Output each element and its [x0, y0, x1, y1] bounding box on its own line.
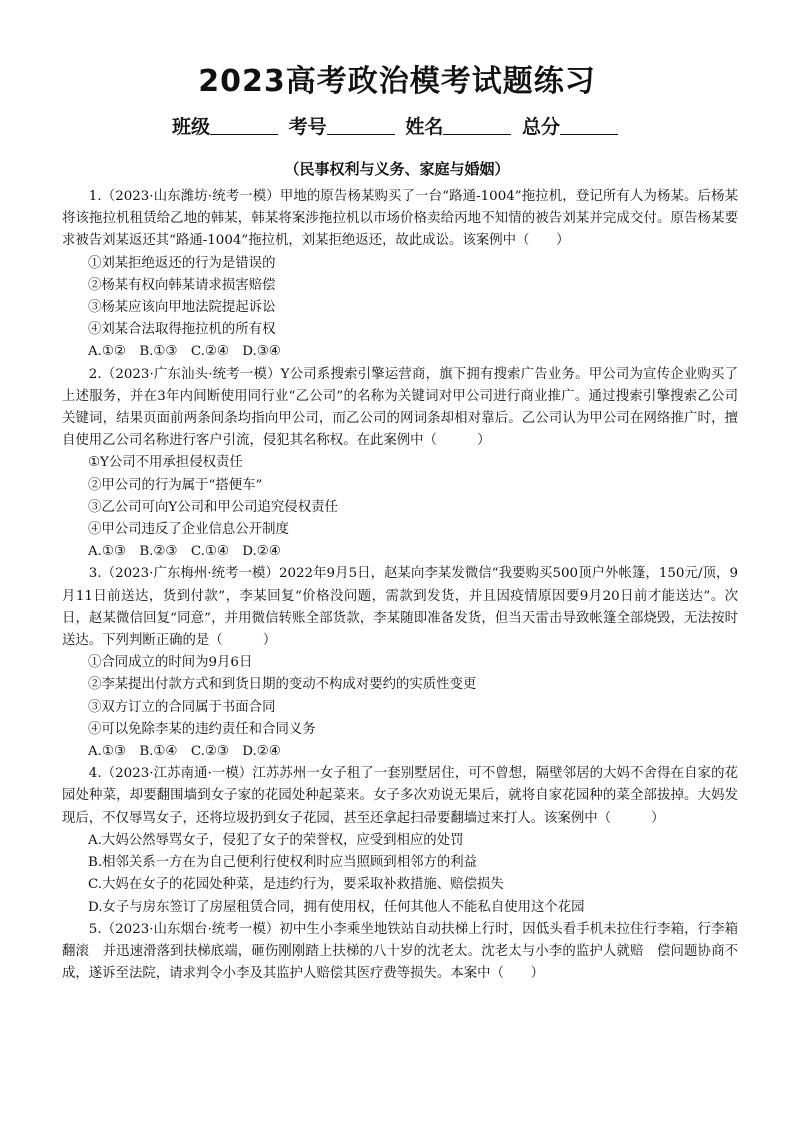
score-label: 总分 [521, 116, 560, 138]
question-option: ④甲公司违反了企业信息公开制度 [88, 522, 289, 538]
question-stem: 2.（2023·广东汕头·统考一模）Y公司系搜索引擎运营商，旗下拥有搜索广告业务。甲公司为宣传企业购买了上述服务，并在3年内间断使用同行业“乙公司”的名称为关键词对甲公司进行商业推广。通过搜索引擎搜索乙公司关键词，结果页面前两条间条均指向甲公司，而乙公司的网词条却相对靠后。乙公司认为甲公司在网络推广时，擅自使用乙公司名称进行客户引流，侵犯其名称权。在此案例中（ ） [62, 366, 738, 449]
question-option: ①合同成立的时间为9月6日 [88, 655, 253, 671]
question-option: A.大妈公然辱骂女子，侵犯了女子的荣誉权，应受到相应的处罚 [88, 832, 464, 848]
score-blank[interactable] [560, 116, 618, 135]
question-1 [62, 186, 738, 364]
class-label: 班级 [172, 116, 211, 138]
question-5 [62, 919, 738, 986]
name-blank[interactable] [443, 116, 511, 135]
student-info-line [0, 114, 794, 140]
question-option: ③乙公司可向Y公司和甲公司追究侵权责任 [88, 499, 338, 515]
question-option: ②杨某有权向韩某请求损害赔偿 [88, 277, 276, 293]
question-option: B.相邻关系一方在为自己便利行使权利时应当照顾到相邻方的利益 [88, 855, 478, 871]
question-option: ②甲公司的行为属于“搭便车” [88, 477, 263, 493]
exam-number-label: 考号 [288, 116, 327, 138]
page-title: 2023高考政治模考试题练习 [198, 64, 596, 99]
question-option: C.大妈在女子的花园处种菜，是违约行为，要采取补救措施、赔偿损失 [88, 877, 504, 893]
question-option: ③杨某应该向甲地法院提起诉讼 [88, 300, 276, 316]
answer-choices: A.①② B.①③ C.②④ D.③④ [88, 344, 281, 360]
question-option: ③双方订立的合同属于书面合同 [88, 699, 276, 715]
question-stem: 5.（2023·山东烟台·统考一模）初中生小李乘坐地铁站自动扶梯上行时，因低头看手机未拉住行李箱，行李箱翻滚 并迅速滑落到扶梯底端，砸伤刚刚踏上扶梯的八十岁的沈老太。沈老太与小李的监护人就赔 偿问题协商不成，遂诉至法院，请求判令小李及其监护人赔偿其医疗费等损失。本案中（ ） [62, 921, 738, 982]
question-option: ④可以免除李某的违约责任和合同义务 [88, 721, 316, 737]
name-label: 姓名 [405, 116, 444, 138]
exam-number-blank[interactable] [327, 116, 395, 135]
question-stem: 1.（2023·山东潍坊·统考一模）甲地的原告杨某购买了一台“路通-1004”拖拉机，登记所有人为杨某。后杨某将该拖拉机租赁给乙地的韩某，韩某将案涉拖拉机以市场价格卖给丙地不知情的被告刘某并完成交付。原告杨某要求被告刘某返还其“路通-1004”拖拉机，刘某拒绝返还，故此成讼。该案例中（ ） [62, 189, 738, 249]
question-stem: 4.（2023·江苏南通·一模）江苏苏州一女子租了一套别墅居住，可不曾想，隔壁邻居的大妈不舍得在自家的花园处种菜，却要翻围墙到女子家的花园处种起菜来。女子多次劝说无果后，就将自家花园种的菜全部拔掉。大妈发现后，不仅辱骂女子，还将垃圾扔到女子花园，甚至还拿起扫帚要翻墙过来打人。该案例中（ ） [62, 766, 738, 826]
question-4 [62, 763, 738, 918]
question-stem: 3.（2023·广东梅州·统考一模）2022年9月5日，赵某向李某发微信“我要购买500顶户外帐篷，150元/顶，9月11日前送达，货到付款”，李某回复“价格没问题，需款到发货，并且因疫情原因要9月20日前才能送达”。次日，赵某微信回复“同意”，并用微信转账全部货款，李某随即准备发货，但当天雷击导致帐篷全部烧毁，无法按时送达。下列判断正确的是（ ） [62, 566, 738, 649]
question-2 [62, 364, 738, 564]
section-heading: （民事权利与义务、家庭与婚姻） [284, 160, 510, 178]
question-option: ①Y公司不用承担侵权责任 [88, 455, 243, 471]
question-option: D.女子与房东签订了房屋租赁合同，拥有使用权，任何其他人不能私自使用这个花园 [88, 899, 585, 915]
question-option: ④刘某合法取得拖拉机的所有权 [88, 322, 276, 338]
question-option: ②李某提出付款方式和到货日期的变动不构成对要约的实质性变更 [88, 677, 477, 693]
answer-choices: A.①③ B.②③ C.①④ D.②④ [88, 544, 281, 560]
class-blank[interactable] [210, 116, 278, 135]
question-option: ①刘某拒绝返还的行为是错误的 [88, 255, 276, 271]
question-3 [62, 563, 738, 763]
answer-choices: A.①③ B.①④ C.②③ D.②④ [88, 744, 281, 760]
question-list [62, 186, 738, 985]
